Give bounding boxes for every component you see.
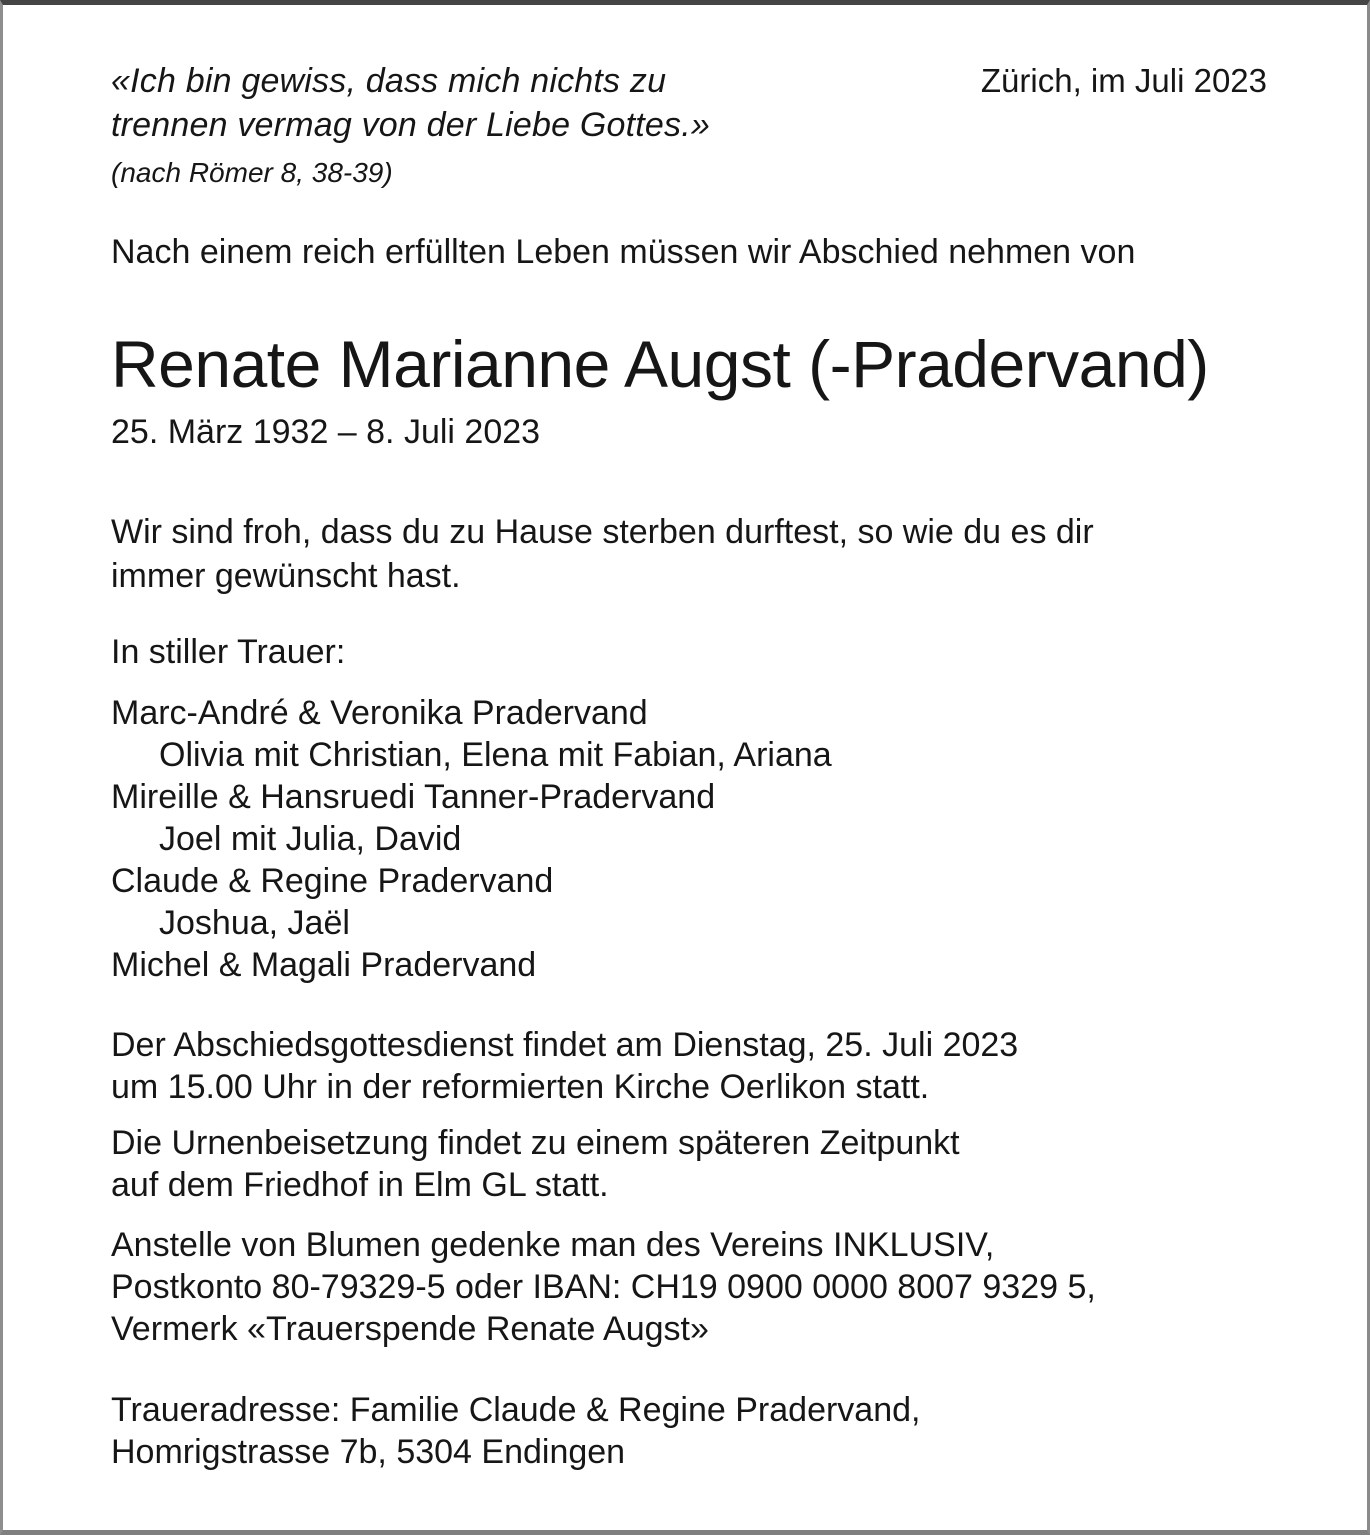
burial-info [111, 1122, 1267, 1206]
family-message-line: Wir sind froh, dass du zu Hause sterben durftest, so wie du es dir [111, 513, 1094, 551]
burial-info-line: auf dem Friedhof in Elm GL statt. [111, 1166, 609, 1204]
mourner-line-indented: Olivia mit Christian, Elena mit Fabian, Ariana [159, 736, 832, 774]
service-info-line: um 15.00 Uhr in der reformierten Kirche Oerlikon statt. [111, 1068, 930, 1106]
service-info-line: Der Abschiedsgottesdienst findet am Dienstag, 25. Juli 2023 [111, 1026, 1019, 1064]
family-message [111, 510, 1267, 598]
burial-info-line: Die Urnenbeisetzung findet zu einem späteren Zeitpunkt [111, 1124, 960, 1162]
header-row [111, 59, 1267, 147]
mourner-line: Marc-André & Veronika Pradervand [111, 694, 648, 732]
deceased-name: Renate Marianne Augst (-Pradervand) [111, 327, 1209, 401]
mourner-line: Mireille & Hansruedi Tanner-Pradervand [111, 778, 716, 816]
mourners-list [111, 692, 1267, 986]
intro-text: Nach einem reich erfüllten Leben müssen wir Abschied nehmen von [111, 233, 1136, 271]
donation-info-line: Vermerk «Trauerspende Renate Augst» [111, 1310, 709, 1348]
donation-info-line: Postkonto 80-79329-5 oder IBAN: CH19 0900 0000 8007 9329 5, [111, 1268, 1096, 1306]
bible-quote-line: trennen vermag von der Liebe Gottes.» [111, 106, 710, 144]
mourner-line: Claude & Regine Pradervand [111, 862, 554, 900]
life-dates: 25. März 1932 – 8. Juli 2023 [111, 413, 541, 451]
obituary-content [3, 5, 1367, 1530]
family-message-line: immer gewünscht hast. [111, 557, 461, 595]
mourning-address-line: Homrigstrasse 7b, 5304 Endingen [111, 1433, 626, 1471]
service-info [111, 1024, 1267, 1108]
mourners-heading: In stiller Trauer: [111, 633, 346, 671]
donation-info [111, 1224, 1267, 1350]
donation-info-line: Anstelle von Blumen gedenke man des Vereins INKLUSIV, [111, 1226, 995, 1264]
mourning-address [111, 1389, 1267, 1473]
bible-quote [111, 59, 710, 147]
bible-quote-source: (nach Römer 8, 38-39) [111, 157, 393, 188]
mourning-address-line: Traueradresse: Familie Claude & Regine Pradervand, [111, 1391, 921, 1429]
bible-quote-line: «Ich bin gewiss, dass mich nichts zu [111, 62, 667, 100]
mourner-line-indented: Joshua, Jaël [159, 904, 350, 942]
mourner-line: Michel & Magali Pradervand [111, 946, 537, 984]
place-dateline: Zürich, im Juli 2023 [980, 62, 1267, 99]
mourner-line-indented: Joel mit Julia, David [159, 820, 462, 858]
